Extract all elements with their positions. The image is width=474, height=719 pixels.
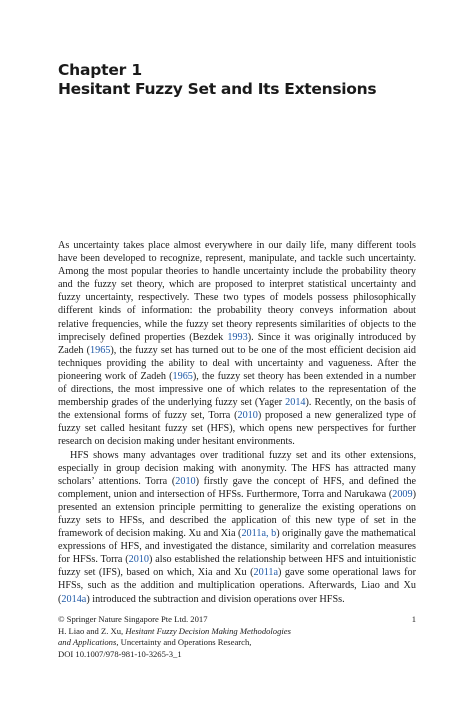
citation-link[interactable]: 2011a, b (241, 528, 277, 540)
paragraph-text: ) introduced the subtraction and division operations over HFSs. (86, 593, 345, 605)
paragraph-text: ). Since it was originally introduced by Zadeh ( (58, 331, 416, 356)
citation-link[interactable]: 1965 (90, 344, 111, 356)
citation-line-2 (58, 637, 416, 649)
publication-footer (58, 614, 416, 660)
citation-link[interactable]: 2014a (61, 593, 87, 605)
paragraph-2 (58, 449, 416, 606)
citation-link[interactable]: 2010 (175, 475, 196, 487)
paragraph-1 (58, 239, 416, 449)
paragraph-text: HFS shows many advantages over traditional fuzzy set and its other extensions, especially in group decision making with anonymity. The HFS has attracted many scholars’ attentions. Torra ( (58, 449, 416, 487)
paragraph-text: ) gave some operational laws for HFSs, such as the addition and multiplication operations. Afterwards, Liao and Xu ( (58, 567, 416, 605)
series-text: , Uncertainty and Operations Research, (116, 637, 252, 648)
body-text (58, 239, 416, 606)
chapter-label: Chapter 1 (58, 61, 142, 79)
chapter-title: Hesitant Fuzzy Set and Its Extensions (58, 80, 377, 98)
authors-text: H. Liao and Z. Xu, (58, 625, 126, 636)
citation-link[interactable]: 2011a (253, 567, 279, 579)
paragraph-text: ) proposed a new generalized type of fuzzy set called hesitant fuzzy set (HFS), which opens new perspectives for further research on decision making under hesitant environments. (58, 410, 416, 448)
book-title-part2: and Applications (58, 637, 117, 648)
citation-link[interactable]: 1965 (172, 370, 193, 382)
paragraph-text: ), the fuzzy set theory has been extended in a number of directions, the most impressive one of which relates to the representation of the membership grades of the underlying fuzzy set (Yager (58, 370, 417, 409)
paragraph-text: As uncertainty takes place almost everywhere in our daily life, many different tools have been developed to recognize, represent, manipulate, and tackle such uncertainty. Among the most popular theories to handle uncertainty include the probability theory and the fuzzy set theory, which are proposed to interpret statistical uncertainty and fuzzy uncertainty, respectively. These two types of models possess philosophically different kinds of information: the probability theory conveys information about relative frequencies, while the fuzzy set theory represents similarities of objects to the imprecisely defined properties (Bezdek (58, 240, 416, 343)
citation-link[interactable]: 2010 (128, 554, 150, 566)
citation-line (58, 626, 416, 638)
paragraph-text: ) presented an extension principle permitting to generalize the existing operations on fuzzy sets to HFSs, and described the application of this new type of set in the framework of decision making. Xu and Xia ( (58, 488, 416, 540)
page-number: 1 (411, 614, 416, 624)
paragraph-text: ) also established the relationship between HFS and intuitionistic fuzzy set (IFS), based on which, Xia and Xu ( (58, 554, 416, 579)
citation-link[interactable]: 1993 (227, 331, 248, 343)
copyright-line: © Springer Nature Singapore Pte Ltd. 2017 (58, 614, 208, 624)
citation-link[interactable]: 2010 (237, 410, 258, 422)
paragraph-text: ). Recently, on the basis of the extensional forms of fuzzy set, Torra ( (58, 397, 416, 422)
citation-link[interactable]: 2014 (285, 397, 306, 409)
citation-link[interactable]: 2009 (392, 488, 413, 500)
book-title-part1: Hesitant Fuzzy Decision Making Methodologies (125, 625, 291, 636)
paragraph-text: ) firstly gave the concept of HFS, and defined the complement, union and intersection of HFSs. Furthermore, Torra and Narukawa ( (58, 475, 416, 500)
paragraph-text: ) originally gave the mathematical expressions of HFS, and investigated the distance, similarity and correlation measures for HFSs. Torra ( (58, 528, 416, 566)
paragraph-text: ), the fuzzy set has turned out to be one of the most efficient decision aid techniques providing the ability to deal with uncertainty and vagueness. After the pioneering work of Zadeh ( (58, 344, 416, 382)
doi-line: DOI 10.1007/978-981-10-3265-3_1 (58, 648, 182, 659)
